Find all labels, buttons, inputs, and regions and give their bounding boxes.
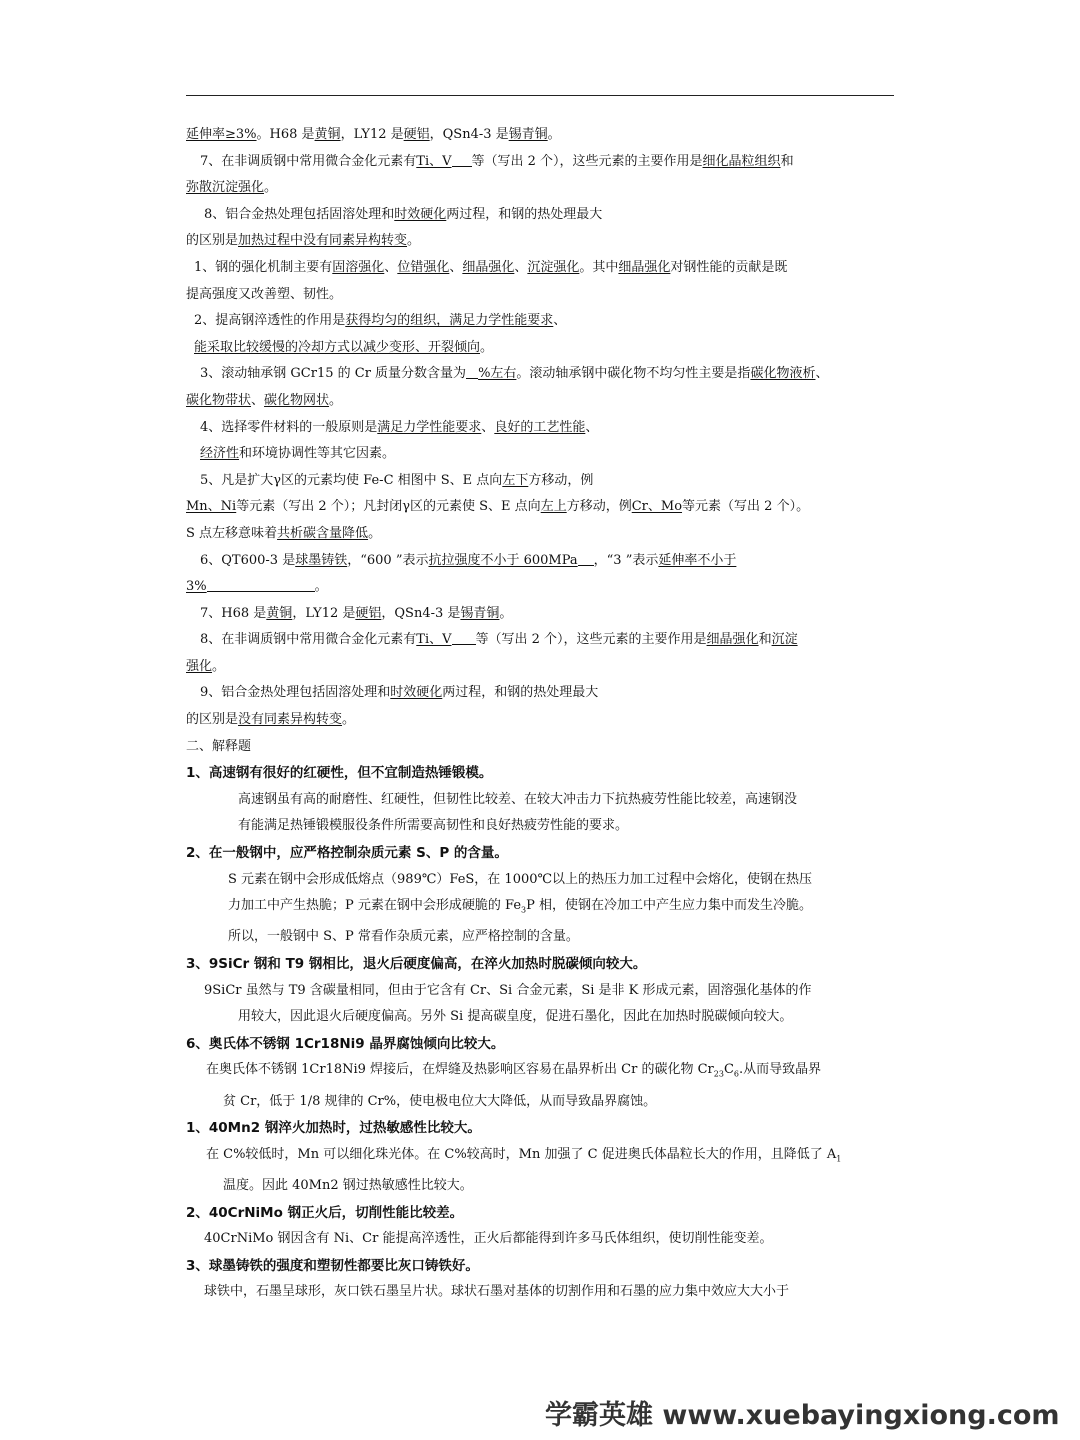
text-line <box>186 680 894 707</box>
text: 。 <box>499 605 513 621</box>
question-title: 2、在一般钢中，应严格控制杂质元素 S、P 的含量。 <box>186 845 508 862</box>
text: 等元素（写出 2 个）；凡封闭γ区的元素使 S、E 点向 <box>236 499 541 515</box>
answer-blank: 没有同素异构转变 <box>238 712 343 728</box>
text-line <box>186 441 894 468</box>
answer-line: 高速钢虽有高的耐磨性、红硬性，但韧性比较差、在较大冲击力下抗热疲劳性能比较差，高速钢没 <box>238 791 798 807</box>
answer-blank: 锡青铜 <box>508 127 548 142</box>
text-line <box>186 228 894 255</box>
blank-line <box>452 152 472 167</box>
text: 、 <box>585 419 599 435</box>
text: 。滚动轴承钢中碳化物不均匀性主要是指 <box>516 366 751 382</box>
answer-blank: 良好的工艺性能 <box>494 419 586 435</box>
answer-blank: 碳化物液析 <box>750 366 816 382</box>
text-line <box>186 122 894 149</box>
text: 。H68 是 <box>256 127 315 142</box>
text-line <box>186 308 894 335</box>
answer-line: 球铁中，石墨呈球形，灰口铁石墨呈片状。球状石墨对基体的切割作用和石墨的应力集中效应大大小于 <box>204 1284 790 1300</box>
answer-line: 温度。因此 40Mn2 钢过热敏感性比较大。 <box>223 1177 473 1193</box>
text: 。其中 <box>579 259 619 275</box>
text: 2、提高钢淬透性的作用是 <box>194 313 346 329</box>
question-title: 2、40CrNiMo 钢正火后，切削性能比较差。 <box>186 1204 464 1221</box>
text: 。 <box>329 392 343 408</box>
answer-blank: 强化 <box>186 658 213 674</box>
answer-blank: 弥散沉淀强化 <box>186 180 265 196</box>
answer-blank: 黄铜 <box>314 127 341 142</box>
question-title: 3、9SiCr 钢和 T9 钢相比，退火后硬度偏高，在淬火加热时脱碳倾向较大。 <box>186 956 647 972</box>
text: 两过程，和钢的热处理最大 <box>446 206 603 222</box>
watermark-footer: 学霸英雄 www.xuebayingxiong.com <box>545 1400 1060 1431</box>
subscript: 3 <box>521 905 527 915</box>
text: 、 <box>251 392 265 408</box>
text: 。 <box>342 712 356 728</box>
answer-blank: Ti、V <box>416 153 452 169</box>
text: ，QSn4-3 是 <box>381 605 461 621</box>
answer-blank: 位错强化 <box>397 259 450 275</box>
answer-blank: 碳化物带状 <box>186 392 252 408</box>
text: ，LY12 是 <box>292 605 356 621</box>
text-line <box>186 494 894 521</box>
text: 的区别是 <box>186 233 239 249</box>
answer-blank: 沉淀 <box>771 632 798 648</box>
answer-line <box>186 1057 894 1088</box>
text: 和 <box>758 632 772 648</box>
text: 等元素（写出 2 个）。 <box>682 499 810 515</box>
answer-blank: 延伸率≥3% <box>186 127 257 142</box>
text: ，“600 ”表示 <box>347 552 429 568</box>
answer-blank: 时效硬化 <box>390 685 443 701</box>
text: 。 <box>368 525 382 541</box>
text: 9、铝合金热处理包括固溶处理和 <box>200 685 391 701</box>
question-title: 1、高速钢有很好的红硬性，但不宜制造热锤锻模。 <box>186 765 493 782</box>
text: .从而导致晶界 <box>739 1062 822 1078</box>
text: 7、H68 是 <box>200 605 267 621</box>
text: 、 <box>481 419 495 435</box>
text: 、 <box>384 259 398 275</box>
answer-line: 有能满足热锤锻模服役条件所需要高韧性和良好热疲劳性能的要求。 <box>238 818 629 834</box>
header-rule <box>186 95 894 96</box>
text: 8、在非调质钢中常用微合金化元素有 <box>200 632 417 648</box>
blank-line <box>207 577 315 592</box>
text: 和 <box>780 153 794 169</box>
answer-blank: 细化晶粒组织 <box>702 153 781 169</box>
text: ，QSn4-3 是 <box>429 127 509 142</box>
text: 8、铝合金热处理包括固溶处理和 <box>204 206 395 222</box>
text: ，LY12 是 <box>340 127 404 142</box>
text: 。 <box>480 339 494 355</box>
text-line <box>186 707 894 734</box>
answer-line: 40CrNiMo 钢因含有 Ni、Cr 能提高淬透性，正火后都能得到许多马氏体组织，使切削性能变差。 <box>204 1231 773 1247</box>
answer-blank: %左右 <box>478 366 517 382</box>
answer-blank: 经济性 <box>200 446 240 462</box>
answer-blank: 左上 <box>540 499 567 515</box>
subscript: 23 <box>713 1069 724 1079</box>
text: 4、选择零件材料的一般原则是 <box>200 419 378 435</box>
answer-blank: 锡青铜 <box>460 605 500 621</box>
text: ，“3 ”表示 <box>593 552 659 568</box>
answer-line <box>186 1142 894 1173</box>
text: 在 C%较低时，Mn 可以细化珠光体。在 C%较高时，Mn 加强了 C 促进奥氏体晶粒长大的作用，且降低了 A <box>206 1146 837 1162</box>
text: S 点左移意味着 <box>186 525 278 541</box>
answer-blank: 时效硬化 <box>394 206 447 222</box>
text: 7、在非调质钢中常用微合金化元素有 <box>200 153 417 169</box>
answer-blank: 细晶强化 <box>462 259 515 275</box>
text: 方移动，例 <box>566 499 632 515</box>
text-line <box>186 548 894 575</box>
answer-blank: 左下 <box>502 472 529 488</box>
answer-blank: 细晶强化 <box>618 259 671 275</box>
question-title: 1、40Mn2 钢淬火加热时，过热敏感性比较大。 <box>186 1120 481 1137</box>
answer-blank: 共析碳含量降低 <box>277 525 369 541</box>
text-line <box>186 654 894 681</box>
text: 。 <box>212 658 226 674</box>
answer-blank: 硬铝 <box>403 127 430 142</box>
text-line <box>186 202 894 229</box>
text: 、 <box>514 259 528 275</box>
text: 。 <box>264 180 278 196</box>
answer-blank: 满足力学性能要求 <box>377 419 482 435</box>
text: 对钢性能的贡献是既 <box>670 259 788 275</box>
text-line <box>186 468 894 495</box>
text: 、 <box>553 313 567 329</box>
answer-blank: 加热过程中没有同素异构转变 <box>238 233 408 249</box>
text: 方移动，例 <box>528 472 594 488</box>
text: 提高强度又改善塑、韧性。 <box>186 286 343 302</box>
question-title: 6、奥氏体不锈钢 1Cr18Ni9 晶界腐蚀倾向比较大。 <box>186 1035 505 1052</box>
answer-blank: 硬铝 <box>355 605 382 621</box>
text: 在奥氏体不锈钢 1Cr18Ni9 焊接后，在焊缝及热影响区容易在晶界析出 Cr 的碳化物 Cr <box>206 1062 714 1078</box>
answer-blank: Ti、V <box>416 632 452 648</box>
text-line <box>186 601 894 628</box>
answer-blank: 碳化物网状 <box>264 392 330 408</box>
text: 、 <box>815 366 829 382</box>
text-line <box>186 415 894 442</box>
answer-blank: Cr、Mo <box>631 499 683 515</box>
answer-line: 贫 Cr，低于 1/8 规律的 Cr%，使电极电位大大降低，从而导致晶界腐蚀。 <box>223 1093 657 1109</box>
text: 、 <box>449 259 463 275</box>
blank-line <box>452 630 476 645</box>
text-line <box>186 255 894 282</box>
answer-blank: 球墨铸铁 <box>295 552 348 568</box>
text: C <box>723 1062 734 1078</box>
answer-blank: 沉淀强化 <box>527 259 580 275</box>
answer-blank: 固溶强化 <box>332 259 385 275</box>
answer-line: 9SiCr 虽然与 T9 含碳量相同，但由于它含有 Cr、Si 合金元素，Si 是非 K 形成元素，固溶强化基体的作 <box>204 982 812 998</box>
text-line <box>186 574 894 601</box>
text-line <box>186 149 894 176</box>
text-line <box>186 521 894 548</box>
text-line <box>186 361 894 388</box>
answer-blank: Mn、Ni <box>186 499 237 515</box>
text: P 相，使钢在冷加工中产生应力集中而发生冷脆。 <box>526 898 812 914</box>
text: 。 <box>407 233 421 249</box>
text: 等（写出 2 个），这些元素的主要作用是 <box>475 632 707 648</box>
answer-line: 所以，一般钢中 S、P 常看作杂质元素，应严格控制的含量。 <box>228 929 579 945</box>
text: 3、滚动轴承钢 GCr15 的 Cr 质量分数含量为 <box>200 366 467 382</box>
answer-blank: 获得均匀的组织，满足力学性能要求 <box>345 313 554 329</box>
text-line <box>186 388 894 415</box>
blank-line <box>466 364 478 379</box>
text: 6、QT600-3 是 <box>200 552 296 568</box>
text-line <box>186 335 894 362</box>
text: 和环境协调性等其它因素。 <box>239 446 396 462</box>
document-body <box>186 122 894 1306</box>
answer-line: S 元素在钢中会形成低熔点（989℃）FeS，在 1000℃以上的热压力加工过程中会熔化，使钢在热压 <box>228 871 813 887</box>
text: 1、钢的强化机制主要有 <box>194 259 333 275</box>
text: 。 <box>314 579 328 595</box>
text: 。 <box>547 127 561 142</box>
blank-line <box>578 551 594 566</box>
text: 5、凡是扩大γ区的元素均使 Fe-C 相图中 S、E 点向 <box>200 472 503 488</box>
answer-blank: 延伸率不小于 <box>658 552 737 568</box>
subscript: 1 <box>836 1154 842 1164</box>
text-line <box>186 175 894 202</box>
text: 力加工中产生热脆；P 元素在钢中会形成硬脆的 Fe <box>228 898 522 914</box>
subscript: 6 <box>733 1069 739 1079</box>
answer-blank: 3% <box>186 579 207 595</box>
answer-blank: 能采取比较缓慢的冷却方式以减少变形、开裂倾向 <box>194 339 481 355</box>
answer-line <box>186 893 894 924</box>
text: 两过程，和钢的热处理最大 <box>442 685 599 701</box>
text: 的区别是 <box>186 712 239 728</box>
question-title: 3、球墨铸铁的强度和塑韧性都要比灰口铸铁好。 <box>186 1257 479 1274</box>
text-line <box>186 627 894 654</box>
answer-line: 用较大，因此退火后硬度偏高。另外 Si 提高碳皇度，促进石墨化，因此在加热时脱碳倾向较大。 <box>238 1009 793 1025</box>
answer-blank: 抗拉强度不小于 600MPa <box>428 552 578 568</box>
text-line <box>186 282 894 309</box>
section-heading: 二、解释题 <box>186 738 252 754</box>
text: 等（写出 2 个），这些元素的主要作用是 <box>471 153 703 169</box>
answer-blank: 细晶强化 <box>706 632 759 648</box>
answer-blank: 黄铜 <box>266 605 293 621</box>
